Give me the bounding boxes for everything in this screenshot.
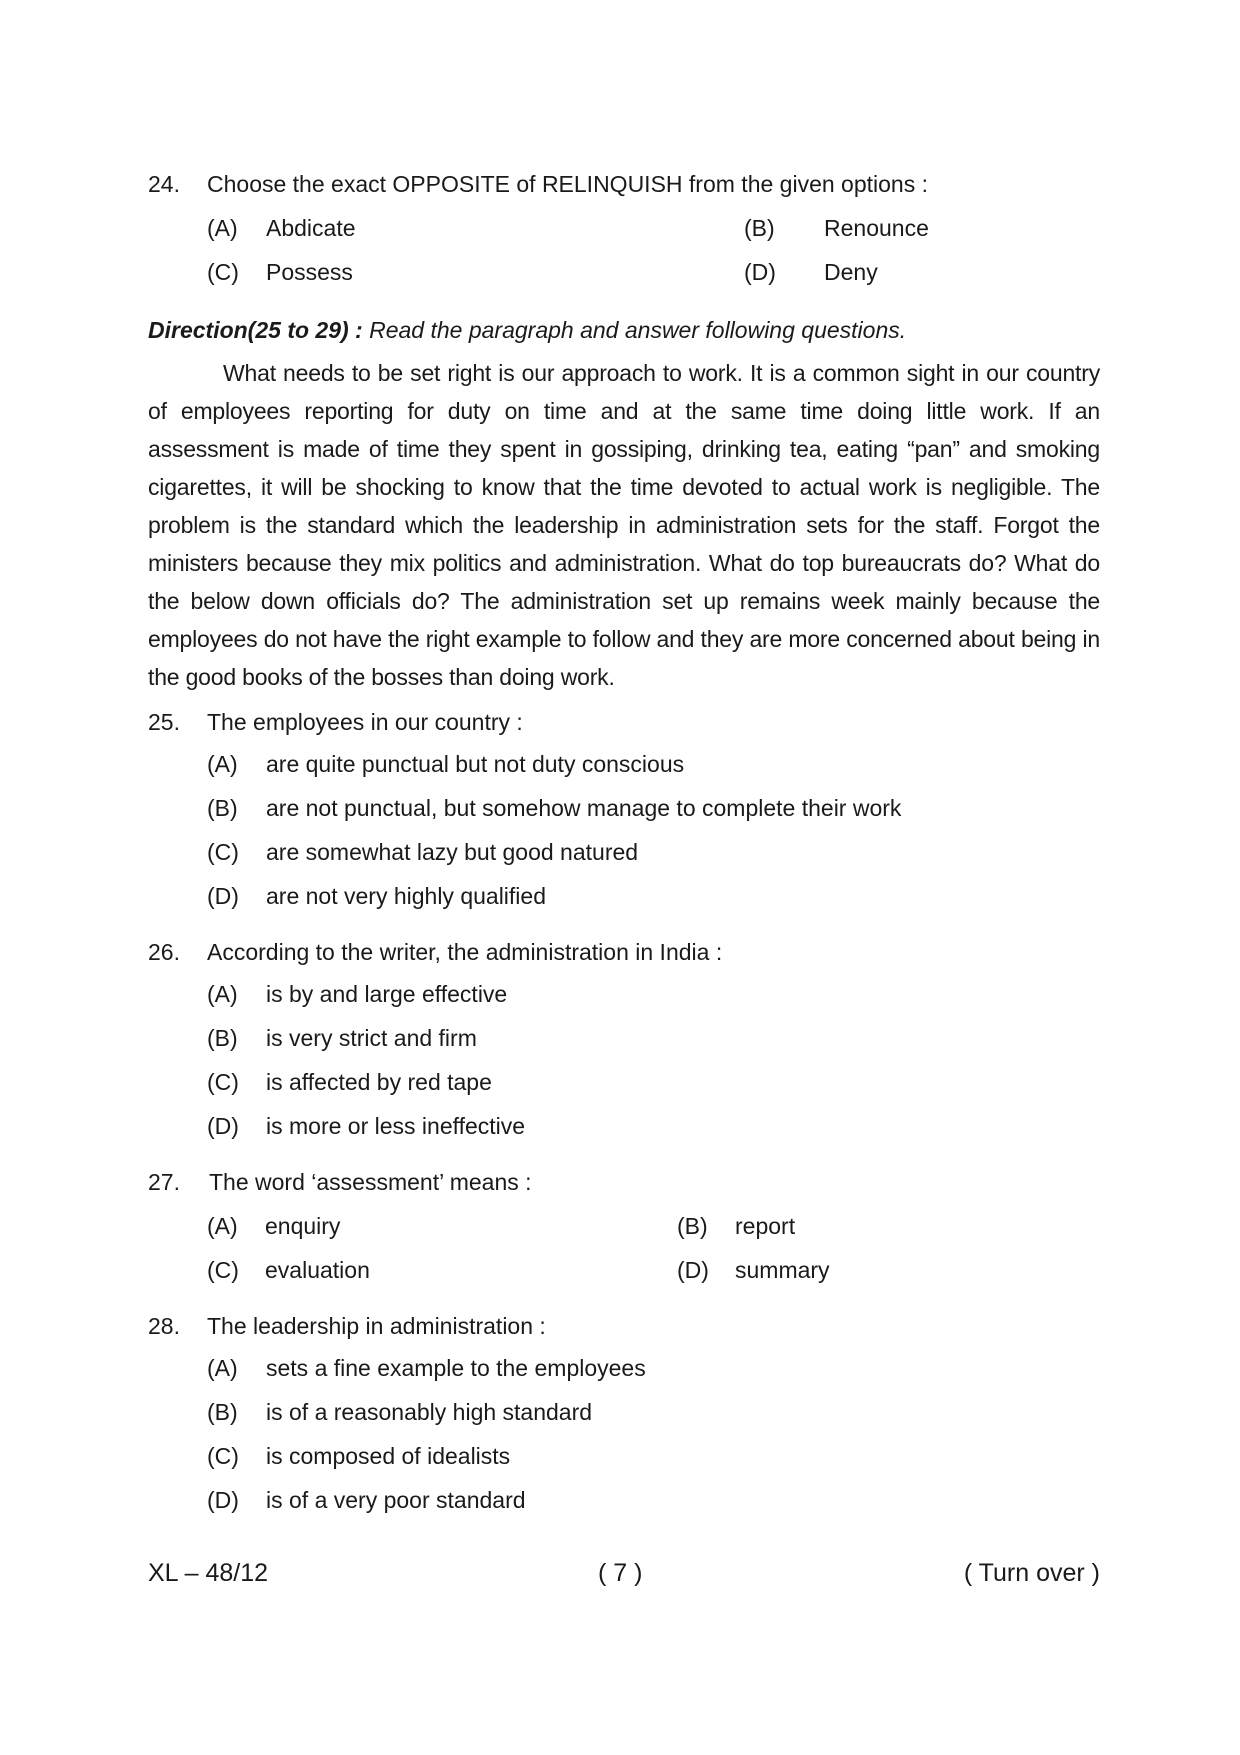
option-label: (A): [207, 981, 238, 1007]
option-grid: [148, 206, 1100, 294]
direction-text: Read the paragraph and answer following questions.: [369, 317, 907, 343]
option-c: [148, 830, 1100, 874]
question-text: Choose the exact OPPOSITE of RELINQUISH from the given options :: [207, 171, 928, 197]
option-text: are somewhat lazy but good natured: [266, 839, 639, 865]
option-label: (B): [677, 1213, 708, 1239]
option-text: are not very highly qualified: [266, 883, 546, 909]
option-b: [148, 786, 1100, 830]
question-number: 26.: [148, 939, 180, 965]
direction-line: [148, 314, 906, 346]
question-number: 25.: [148, 709, 180, 735]
option-text: report: [735, 1213, 796, 1239]
turn-over-note: ( Turn over ): [963, 1559, 1100, 1587]
reading-paragraph: [148, 354, 1100, 696]
direction-label: Direction(25 to 29) :: [148, 317, 363, 343]
question-number: 27.: [148, 1169, 180, 1195]
option-text: Renounce: [824, 215, 929, 241]
question-text: According to the writer, the administration in India :: [207, 939, 723, 965]
option-text: Possess: [266, 259, 353, 285]
option-label: (A): [207, 215, 238, 241]
question-number: 24.: [148, 171, 180, 197]
option-text: is by and large effective: [266, 981, 508, 1007]
question-number: 28.: [148, 1313, 180, 1339]
question-25: [148, 706, 1100, 918]
option-text: is composed of idealists: [266, 1443, 511, 1469]
option-label: (B): [744, 215, 775, 241]
option-text: is more or less ineffective: [266, 1113, 526, 1139]
option-text: evaluation: [265, 1257, 370, 1283]
option-text: is very strict and firm: [266, 1025, 477, 1051]
option-label: (C): [207, 1443, 239, 1469]
option-d: [148, 1478, 1100, 1522]
option-label: (B): [207, 795, 238, 821]
option-text: is of a very poor standard: [266, 1487, 526, 1513]
option-b: [148, 1016, 1100, 1060]
option-label: (C): [207, 1257, 239, 1283]
option-label: (A): [207, 1213, 238, 1239]
option-label: (C): [207, 1069, 239, 1095]
option-text: summary: [735, 1257, 830, 1283]
question-26: [148, 936, 1100, 1148]
option-grid: [148, 1204, 1100, 1292]
option-text: is of a reasonably high standard: [266, 1399, 593, 1425]
question-24: [148, 168, 1100, 294]
option-a: [148, 742, 1100, 786]
paper-code: XL – 48/12: [148, 1559, 269, 1587]
option-text: Deny: [824, 259, 878, 285]
option-c: [148, 1060, 1100, 1104]
page-footer: [148, 1556, 1100, 1590]
option-text: enquiry: [265, 1213, 341, 1239]
paragraph-text: What needs to be set right is our approach to work. It is a common sight in our country of employees reporting for duty on time and at the same time doing little work. If an assessment is made of time they spent in gossiping, drinking tea, eating “pan” and smoking cigarettes, it will be shocking to know that the time devoted to actual work is negligible. The problem is the standard which the leadership in administration sets for the staff. Forgot the ministers because they mix politics and administration. What do top bureaucrats do? What do the below down officials do? The administration set up remains week mainly because the employees do not have the right example to follow and they are more concerned about being in the good books of the bosses than doing work.: [148, 360, 1100, 690]
question-27: [148, 1166, 1100, 1292]
exam-page: [148, 0, 1100, 1755]
option-d: [148, 1104, 1100, 1148]
option-d: [148, 874, 1100, 918]
option-label: (A): [207, 751, 238, 777]
page-number: ( 7 ): [598, 1559, 643, 1587]
option-label: (D): [207, 1487, 239, 1513]
option-label: (D): [744, 259, 776, 285]
option-text: Abdicate: [266, 215, 356, 241]
option-label: (D): [677, 1257, 709, 1283]
option-label: (C): [207, 259, 239, 285]
option-text: sets a fine example to the employees: [266, 1355, 646, 1381]
option-text: are quite punctual but not duty conscious: [266, 751, 685, 777]
option-text: is affected by red tape: [266, 1069, 492, 1095]
question-text: The employees in our country :: [207, 709, 523, 735]
option-c: [148, 1434, 1100, 1478]
option-text: are not punctual, but somehow manage to complete their work: [266, 795, 902, 821]
question-28: [148, 1310, 1100, 1522]
option-b: [148, 1390, 1100, 1434]
option-label: (C): [207, 839, 239, 865]
question-text: The word ‘assessment’ means :: [209, 1169, 532, 1195]
option-label: (A): [207, 1355, 238, 1381]
option-label: (B): [207, 1025, 238, 1051]
option-a: [148, 1346, 1100, 1390]
option-label: (B): [207, 1399, 238, 1425]
question-text: The leadership in administration :: [207, 1313, 546, 1339]
option-a: [148, 972, 1100, 1016]
option-label: (D): [207, 883, 239, 909]
option-label: (D): [207, 1113, 239, 1139]
